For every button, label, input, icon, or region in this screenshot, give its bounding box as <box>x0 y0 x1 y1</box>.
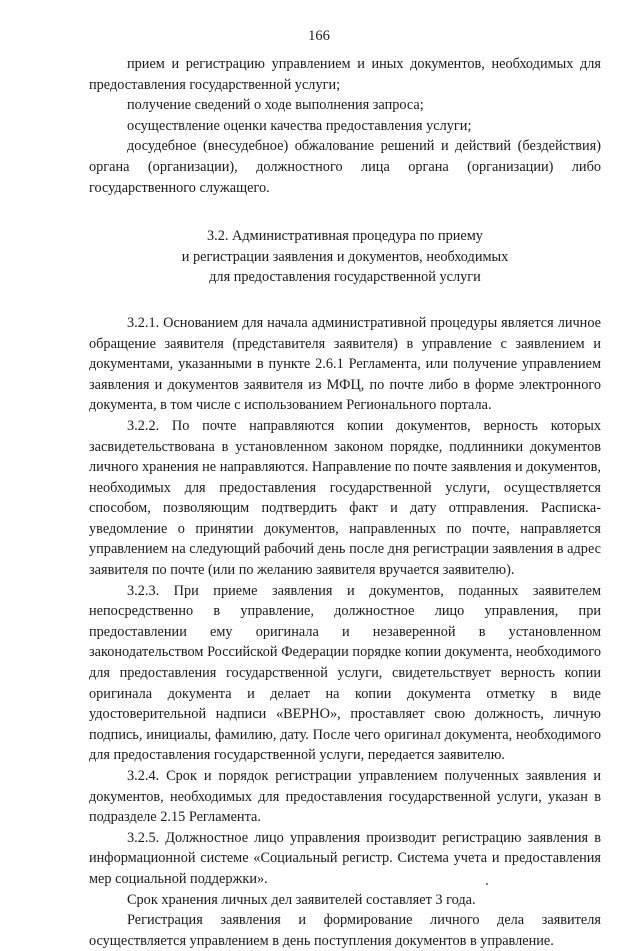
paragraph-3-2-1: 3.2.1. Основанием для начала административной процедуры является личное обращение заявителя (представителя заявителя) в управление с заявлением и документами, указанными в пункте 2.6.1 Регламента, или получение управлением заявления и документов заявителя из МФЦ, по почте либо в форме электронного документа, в том числе с использованием Регионального портала. <box>89 314 601 414</box>
paragraph-3-2-4: 3.2.4. Срок и порядок регистрации управлением полученных заявления и документов, необходимых для предоставления государственной услуги, указан в подразделе 2.15 Регламента. <box>89 768 601 826</box>
section-heading-line-2: и регистрации заявления и документов, необходимых <box>181 248 509 265</box>
paragraph-3-2-5: 3.2.5. Должностное лицо управления производит регистрацию заявления в информационной системе «Социальный регистр. Система учета и предоставления мер социальной поддержки». <box>89 829 601 887</box>
section-heading-line-1: 3.2. Административная процедура по приему <box>207 228 483 245</box>
list-item-quality: осуществление оценки качества предоставления услуги; <box>127 117 472 134</box>
scan-speck <box>486 883 488 885</box>
paragraph-3-2-3: 3.2.3. При приеме заявления и документов, поданных заявителем непосредственно в управление, должностное лицо управления, при предоставлении ему оригинала и незаверенной в установленном законодательством Российской Федерации порядке копии документа, необходимого для предоставления государственной услуги, свидетельствует верность копии оригинала документа и делает на копии документа отметку в виде удостоверительной надписи «ВЕРНО», проставляет свою должность, личную подпись, инициалы, фамилию, дату. После чего оригинал документа, необходимого для предоставления государственной услуги, передается заявителю. <box>89 582 601 764</box>
list-item-appeal: досудебное (внесудебное) обжалование решений и действий (бездействия) органа (организации), должностного лица органа (организации) либо государственного служащего. <box>89 138 601 196</box>
list-item-status: получение сведений о ходе выполнения запроса; <box>127 97 424 114</box>
document-body <box>89 54 601 951</box>
list-item-intake: прием и регистрацию управлением и иных документов, необходимых для предоставления государственной услуги; <box>89 56 601 93</box>
paragraph-storage-term: Срок хранения личных дел заявителей составляет 3 года. <box>127 891 476 908</box>
section-heading-line-3: для предоставления государственной услуги <box>209 269 481 286</box>
paragraph-3-2-2: 3.2.2. По почте направляются копии документов, верность которых засвидетельствована в установленном законом порядке, подлинники документов личного хранения не направляются. Направление по почте заявления и документов, необходимых для предоставления государственной услуги, осуществляется способом, позволяющим подтвердить факт и дату отправления. Расписка-уведомление о принятии документов, направленных по почте, направляется управлением на следующий рабочий день после дня регистрации заявления в адрес заявителя по почте (или по желанию заявителя вручается заявителю). <box>89 417 601 579</box>
section-heading <box>89 226 601 288</box>
page-number: 166 <box>308 28 330 44</box>
paragraph-registration-day: Регистрация заявления и формирование личного дела заявителя осуществляется управлением в день поступления документов в управление. <box>89 912 601 949</box>
